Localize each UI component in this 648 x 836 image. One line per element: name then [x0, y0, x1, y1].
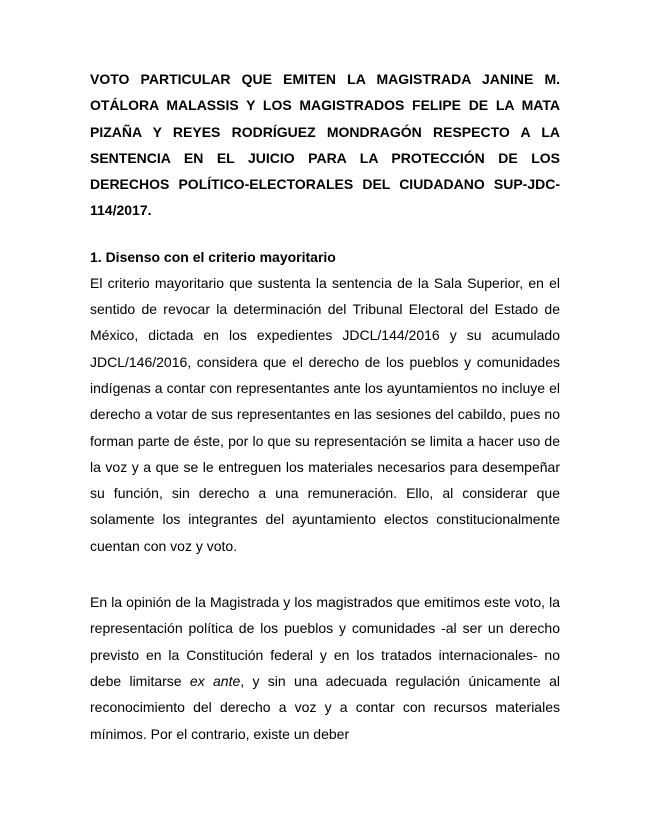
document-page	[90, 66, 560, 747]
paragraph-dissent-text-1: En la opinión de la Magistrada y los magistrados que emitimos este voto, la representación política de los pueblos y comunidades -al ser un derecho previsto en la Constitución federal y en los tratados internacionales- no debe limitarse	[90, 594, 560, 689]
document-title: VOTO PARTICULAR QUE EMITEN LA MAGISTRADA JANINE M. OTÁLORA MALASSIS Y LOS MAGISTRADOS FELIPE DE LA MATA PIZAÑA Y REYES RODRÍGUEZ MONDRAGÓN RESPECTO A LA SENTENCIA EN EL JUICIO PARA LA PROTECCIÓN DE LOS DERECHOS POLÍTICO-ELECTORALES DEL CIUDADANO SUP-JDC-114/2017.	[90, 71, 560, 219]
section-heading: 1. Disenso con el criterio mayoritario	[90, 248, 336, 265]
paragraph-dissent-text-2: , y sin una adecuada regulación únicamente al reconocimiento del derecho a voz y a contar con recursos materiales mínimos. Por el contrario, existe un deber	[90, 672, 561, 742]
paragraph-majority-criterion: El criterio mayoritario que sustenta la sentencia de la Sala Superior, en el sentido de revocar la determinación del Tribunal Electoral del Estado de México, dictada en los expedientes JDCL/144/2016 y su acumulado JDCL/146/2016, considera que el derecho de los pueblos y comunidades indígenas a contar con representantes ante los ayuntamientos no incluye el derecho a votar de sus representantes en las sesiones del cabildo, pues no forman parte de éste, por lo que su representación se limita a hacer uso de la voz y a que se le entreguen los materiales necesarios para desempeñar su función, sin derecho a una remuneración. Ello, al considerar que solamente los integrantes del ayuntamiento electos constitucionalmente cuentan con voz y voto.	[90, 274, 560, 554]
paragraph-dissent-opinion	[90, 589, 560, 747]
paragraph-dissent-italic: ex ante	[189, 672, 241, 689]
